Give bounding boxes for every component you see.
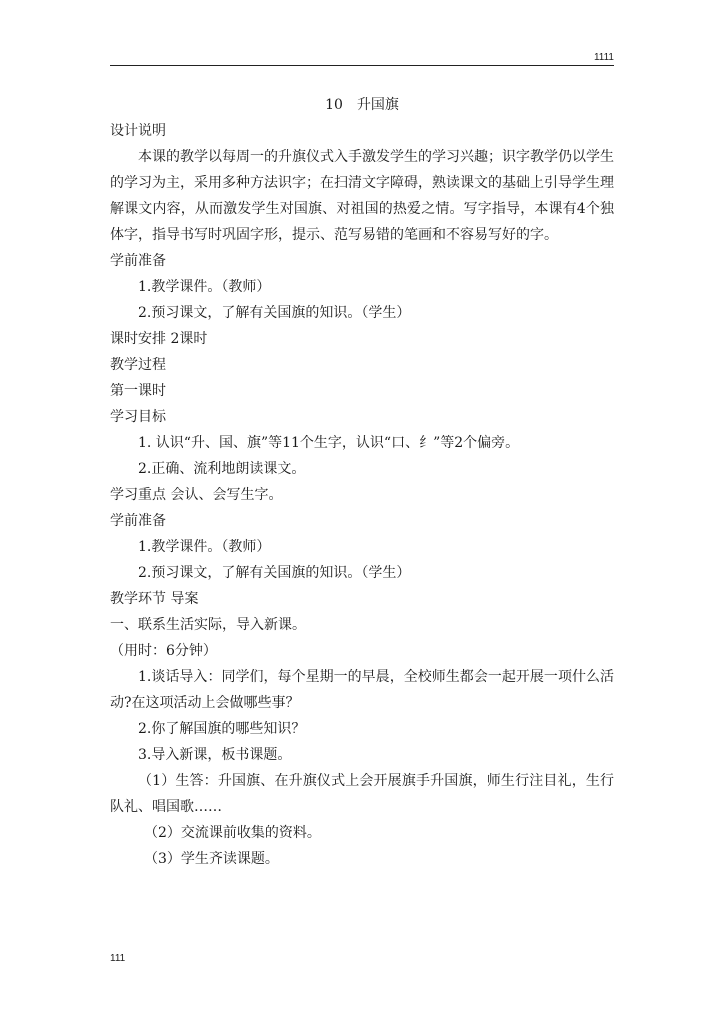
schedule-value: 2课时: [170, 331, 208, 347]
prep-item: 2.预习课文，了解有关国旗的知识。（学生）: [138, 305, 411, 321]
design-paragraph: 本课的教学以每周一的升旗仪式入手激发学生的学习兴趣；识字教学仍以学生的学习为主，采用多种方法识字；在扫清文字障碍，熟读课文的基础上引导学生理解课文内容，从而激发学生对国旗、对祖国的热爱之情。写字指导，本课有4个独体字，指导书写时巩固字形，提示、范写易错的笔画和不容易写好的字。: [110, 149, 614, 243]
header-rule: [110, 65, 614, 66]
prep-heading: 学前准备: [110, 253, 166, 269]
steps-line: [110, 586, 614, 612]
lesson-title-text: 升国旗: [356, 97, 399, 113]
step1-item: 1.谈话导入：同学们，每个星期一的早晨，全校师生都会一起开展一项什么活动?在这项活动上会做哪些事？: [110, 669, 614, 711]
lesson-title: [110, 92, 614, 118]
step1-item: 2.你了解国旗的哪些知识？: [138, 721, 306, 737]
prep2-item: 2.预习课文，了解有关国旗的知识。（学生）: [138, 565, 411, 581]
steps-value: 导案: [170, 591, 199, 607]
prep-item: 1.教学课件。（教师）: [138, 279, 271, 295]
document-body: [110, 92, 614, 872]
key-line: [110, 482, 614, 508]
process-heading: 教学过程: [110, 357, 166, 373]
schedule-label: 课时安排: [110, 331, 166, 347]
lesson-number: 10: [325, 97, 343, 113]
prep2-item: 1.教学课件。（教师）: [138, 539, 271, 555]
goal-item: 1. 认识“升、国、旗”等11个生字，认识“口、纟”等2个偏旁。: [138, 435, 520, 451]
goal-item: 2.正确、流利地朗读课文。: [138, 461, 306, 477]
sub-item: （2）交流课前收集的资料。: [144, 825, 321, 841]
design-heading: 设计说明: [110, 123, 166, 139]
step1-item: 3.导入新课，板书课题。: [138, 747, 292, 763]
step1-time: （用时：6分钟）: [110, 643, 217, 659]
header-page-number: 1111: [593, 52, 614, 63]
key-value: 会认、会写生字。: [170, 487, 283, 503]
lesson1-heading: 第一课时: [110, 383, 166, 399]
prep2-heading: 学前准备: [110, 513, 166, 529]
steps-label: 教学环节: [110, 591, 166, 607]
schedule-line: [110, 326, 614, 352]
key-label: 学习重点: [110, 487, 166, 503]
footer-page-number: 111: [110, 953, 126, 964]
sub-item: （3）学生齐读课题。: [144, 851, 279, 867]
goals-heading: 学习目标: [110, 409, 166, 425]
sub-item: （1）生答：升国旗、在升旗仪式上会开展旗手升国旗，师生行注目礼，生行队礼、唱国歌……: [110, 773, 614, 815]
step1-title: 一、联系生活实际，导入新课。: [110, 617, 306, 633]
